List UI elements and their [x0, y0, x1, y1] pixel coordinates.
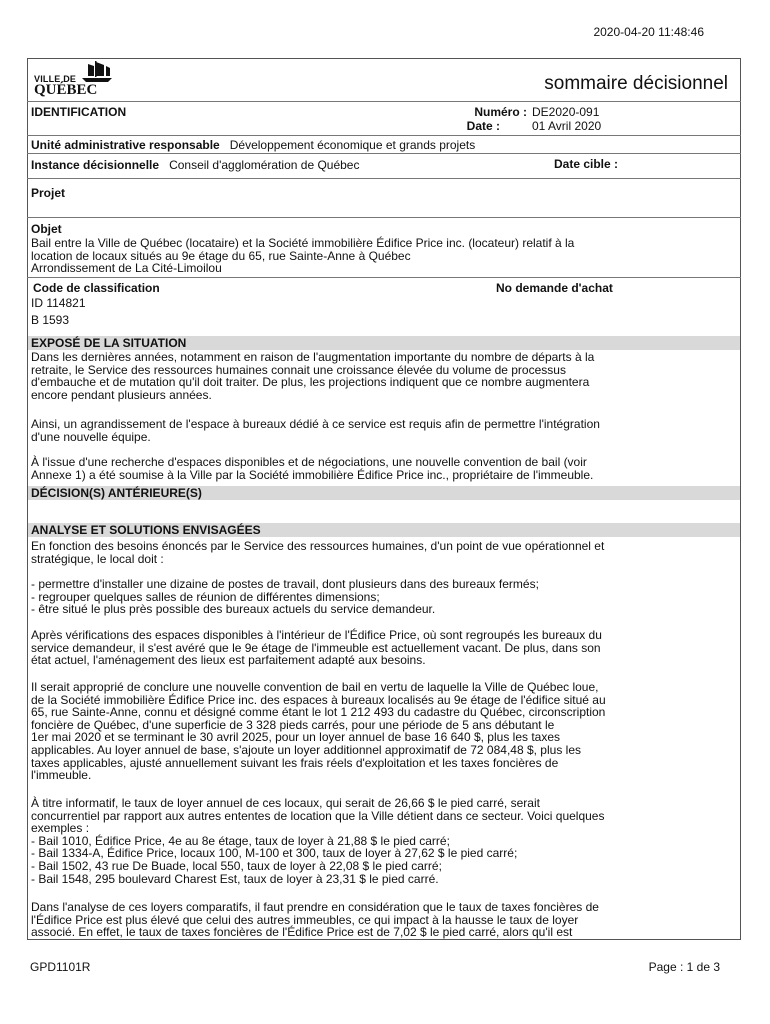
text-line: l'Édifice Price est plus élevé que celui des autres immeubles, ce qui impact à la hausse le taux de loyer — [31, 912, 579, 927]
text-line: d'une nouvelle équipe. — [31, 429, 151, 444]
text-line: exemples : — [31, 821, 90, 836]
text-line: taxes applicables, ajusté annuellement suivant les frais réels d'exploitation et les taxes foncières de — [31, 755, 559, 770]
page-number: Page : 1 de 3 — [648, 960, 720, 974]
projet-label: Projet — [31, 186, 66, 200]
classification-code: B 1593 — [31, 313, 70, 327]
unite-label: Unité administrative responsable — [31, 138, 220, 152]
identification-label: IDENTIFICATION — [31, 105, 127, 119]
numero-value: DE2020-091 — [532, 105, 600, 119]
divider — [27, 135, 741, 136]
text-line: location de locaux situés au 9e étage du 65, rue Sainte-Anne à Québec — [31, 248, 411, 263]
instance-value: Conseil d'agglomération de Québec — [169, 158, 360, 172]
unite-value: Développement économique et grands projets — [229, 138, 476, 152]
text-line: retraite, le Service des ressources humaines connait une croissance élevée du volume de processus — [31, 362, 566, 377]
date-cible-label: Date cible : — [554, 157, 619, 171]
divider — [27, 217, 741, 218]
text-line: - Bail 1502, 43 rue De Buade, local 550, taux de loyer à 22,08 $ le pied carré; — [31, 858, 442, 873]
text-line: associé. En effet, le taux de taxes foncières de l'Édifice Price est de 7,02 $ le pied carré, alors qu'il est — [31, 925, 573, 940]
decisions-title: DÉCISION(S) ANTÉRIEURE(S) — [31, 486, 202, 500]
unite-row — [31, 138, 475, 152]
date-value: 01 Avril 2020 — [532, 119, 602, 133]
text-line: stratégique, le local doit : — [31, 551, 164, 566]
text-line: Bail entre la Ville de Québec (locataire) et la Société immobilière Édifice Price inc. (locateur) relatif à la — [31, 236, 575, 250]
divider — [27, 277, 741, 278]
text-line: - permettre d'installer une dizaine de postes de travail, dont plusieurs dans des bureaux fermés; — [31, 577, 539, 591]
expose-paragraph — [31, 351, 731, 401]
text-line: Annexe 1) a été soumise à la Ville par la Société immobilière Édifice Price inc., propriétaire de l'immeuble. — [31, 467, 594, 482]
analyse-paragraph — [31, 629, 731, 667]
divider — [27, 178, 741, 179]
timestamp: 2020-04-20 11:48:46 — [593, 25, 704, 39]
text-line: encore pendant plusieurs années. — [31, 387, 212, 402]
text-line: d'embauche et de mutation qu'il doit traiter. De plus, les projections indiquent que ce nombre augmentera — [31, 375, 590, 390]
instance-row — [31, 158, 359, 172]
analyse-paragraph — [31, 901, 731, 939]
text-line: applicables. Au loyer annuel de base, s'ajoute un loyer additionnel approximatif de 72 084,48 $, plus les — [31, 742, 581, 757]
numero-label: Numéro : — [474, 105, 527, 119]
text-line: - Bail 1548, 295 boulevard Charest Est, taux de loyer à 23,31 $ le pied carré. — [31, 871, 439, 886]
objet-text — [31, 237, 731, 275]
text-line: concurrentiel par rapport aux autres ententes de location que la Ville détient dans ce secteur. Voici quelques — [31, 808, 605, 823]
text-line: Ainsi, un agrandissement de l'espace à bureaux dédié à ce service est requis afin de permettre l'intégration — [31, 417, 600, 431]
text-line: 1er mai 2020 et se terminant le 30 avril 2025, pour un loyer annuel de base 16 640 $, plus les taxes — [31, 730, 561, 745]
text-line: Arrondissement de La Cité-Limoilou — [31, 261, 222, 276]
text-line: de la Société immobilière Édifice Price inc. des espaces à bureaux localisés au 9e étage de l'édifice situé au — [31, 692, 606, 707]
analyse-paragraph — [31, 797, 731, 885]
form-code: GPD1101R — [30, 960, 91, 974]
document-title: sommaire décisionnel — [544, 73, 728, 94]
text-line: - Bail 1334-A, Édifice Price, locaux 100, M-100 et 300, taux de loyer à 27,62 $ le pied carré; — [31, 846, 518, 861]
text-line: service demandeur, il s'est avéré que le 9e étage de l'immeuble est actuellement vacant. De plus, dans son — [31, 640, 601, 655]
text-line: Après vérifications des espaces disponibles à l'intérieur de l'Édifice Price, où sont regroupés les bureaux du — [31, 628, 602, 642]
classification-label: Code de classification — [33, 281, 160, 295]
logo-line2: QUÉBEC — [34, 82, 98, 98]
text-line: Dans l'analyse de ces loyers comparatifs, il faut prendre en considération que le taux de taxes foncières de — [31, 900, 599, 914]
analyse-title: ANALYSE ET SOLUTIONS ENVISAGÉES — [31, 523, 261, 537]
text-line: l'immeuble. — [31, 768, 92, 783]
classification-code: ID 114821 — [31, 296, 86, 310]
achat-label: No demande d'achat — [496, 281, 613, 295]
text-line: Dans les dernières années, notamment en raison de l'augmentation importante du nombre de départs à la — [31, 350, 595, 364]
analyse-paragraph — [31, 578, 731, 616]
objet-label: Objet — [31, 222, 62, 236]
text-line: 65, rue Sainte-Anne, connu et désigné comme étant le lot 1 212 493 du cadastre du Québec, circonscription — [31, 705, 606, 720]
text-line: état actuel, l'aménagement des lieux est parfaitement adapté aux besoins. — [31, 653, 426, 668]
date-label: Date : — [466, 119, 500, 133]
analyse-paragraph — [31, 540, 731, 565]
analyse-paragraph — [31, 681, 731, 782]
text-line: À titre informatif, le taux de loyer annuel de ces locaux, qui serait de 26,66 $ le pied carré, serait — [31, 796, 540, 810]
divider — [27, 101, 741, 102]
text-line: À l'issue d'une recherche d'espaces disponibles et de négociations, une nouvelle convention de bail (voir — [31, 455, 587, 469]
expose-title: EXPOSÉ DE LA SITUATION — [31, 336, 187, 350]
expose-paragraph — [31, 418, 731, 443]
text-line: Il serait approprié de conclure une nouvelle convention de bail en vertu de laquelle la Ville de Québec loue, — [31, 680, 599, 694]
logo-line1: VILLE DE — [34, 74, 77, 84]
text-line: - être situé le plus près possible des bureaux actuels du service demandeur. — [31, 602, 436, 617]
text-line: En fonction des besoins énoncés par le Service des ressources humaines, d'un point de vue opérationnel et — [31, 539, 605, 553]
expose-paragraph — [31, 456, 731, 481]
text-line: - regrouper quelques salles de réunion de différentes dimensions; — [31, 589, 380, 604]
text-line: foncière de Québec, d'une superficie de 3 328 pieds carrés, pour une période de 5 ans débutant le — [31, 717, 555, 732]
text-line: - Bail 1010, Édifice Price, 4e au 8e étage, taux de loyer à 21,88 $ le pied carré; — [31, 833, 450, 848]
instance-label: Instance décisionnelle — [31, 158, 160, 172]
divider — [27, 153, 741, 154]
